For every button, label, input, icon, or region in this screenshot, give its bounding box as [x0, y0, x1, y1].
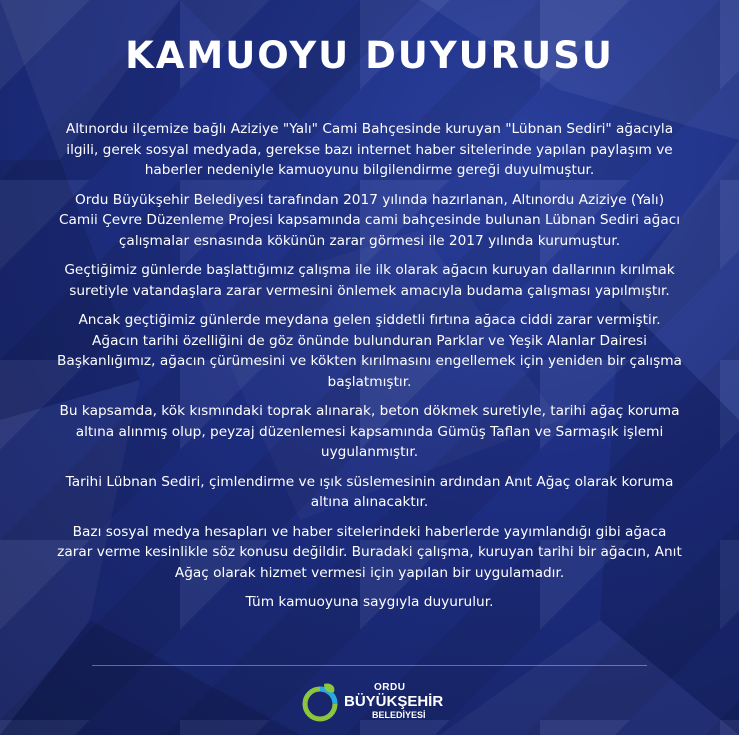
- paragraph: Bu kapsamda, kök kısmındaki toprak alınarak, beton dökmek suretiyle, tarihi ağaç koruma altına alınmış olup, peyzaj düzenlemesi kapsamında Gümüş Taflan ve Sarmaşık işlemi uygulanmıştır.: [59, 403, 680, 460]
- paragraph: Altınordu ilçemize bağlı Aziziye "Yalı" Cami Bahçesinde kuruyan "Lübnan Sediri" ağacıyla ilgili, gerek sosyal medyada, gerekse bazı internet haber sitelerinde yapılan paylaşım ve haberler nedeniyle kamuoyunu bilgilendirme gereği duyulmuştur.: [65, 121, 674, 178]
- divider-bottom: [92, 665, 647, 666]
- logo-line-3: BELEDİYESİ: [372, 710, 426, 720]
- municipality-logo: [300, 680, 450, 724]
- announcement-title: KAMUOYU DUYURUSU: [125, 34, 614, 77]
- logo-line-2: BÜYÜKŞEHİR: [344, 693, 444, 710]
- paragraph: Ancak geçtiğimiz günlerde meydana gelen şiddetli fırtına ağaca ciddi zarar vermiştir. Ağacın tarihi özelliğini de göz önünde bulunduran Parklar ve Yeşik Alanlar Dairesi Başkanlığımız, ağacın çürümesini ve kökten kırılmasını engellemek için yeniden bir çalışma başlatmıştır.: [57, 312, 682, 390]
- paragraph: Ordu Büyükşehir Belediyesi tarafından 2017 yılında hazırlanan, Altınordu Aziziye (Yalı) Camii Çevre Düzenleme Projesi kapsamında cami bahçesinde bulunan Lübnan Sediri ağacı çalışmalar esnasında kökünün zarar görmesi ile 2017 yılında kurumuştur.: [58, 191, 681, 249]
- paragraph: Geçtiğimiz günlerde başlattığımız çalışma ile ilk olarak ağacın kuruyan dallarının kırılmak suretiyle vatandaşlara zarar vermesini önlemek amacıyla budama çalışması yapılmıştır.: [64, 262, 675, 299]
- paragraph: Bazı sosyal medya hesapları ve haber sitelerindeki haberlerde yayımlandığı gibi ağaca zarar verme kesinlikle söz konusu değildir. Buradaki çalışma, kuruyan tarihi bir ağacın, Anıt Ağaç olarak hizmet vermesi için yapılan bir uygulamadır.: [57, 523, 682, 581]
- paragraph: Tüm kamuoyuna saygıyla duyurulur.: [245, 594, 494, 610]
- logo-wordmark: [344, 683, 443, 720]
- ordu-municipality-logo-icon: [300, 680, 344, 724]
- paragraph: Tarihi Lübnan Sediri, çimlendirme ve ışık süslemesinin ardından Anıt Ağaç olarak koruma altına alınacaktır.: [65, 473, 674, 510]
- logo-line-1: ORDU: [374, 682, 406, 693]
- announcement-body: [54, 119, 685, 622]
